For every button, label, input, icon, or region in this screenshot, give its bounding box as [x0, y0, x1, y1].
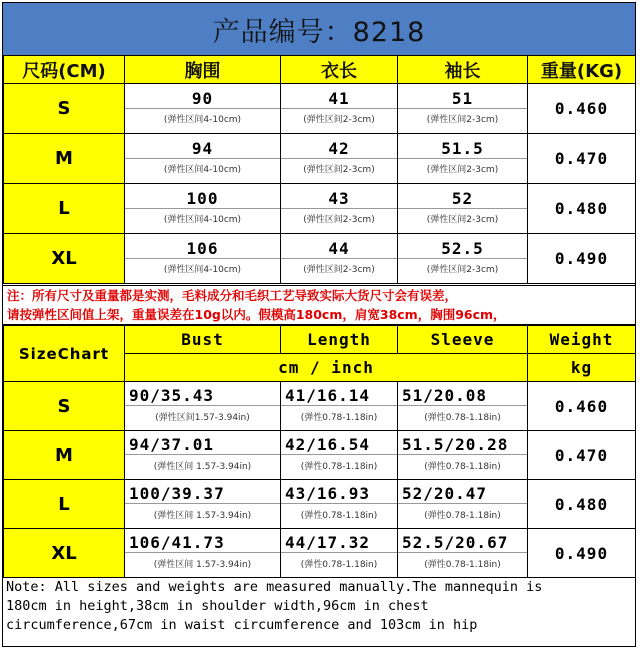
size-label: L: [4, 480, 125, 529]
weight-cell: 0.470: [528, 431, 636, 480]
note-cn: [3, 285, 635, 325]
size-label: L: [4, 184, 125, 234]
sleeve-cell: 52.5 (弹性区间2-3cm): [398, 234, 528, 284]
sleeve-cell: 52/20.47 (弹性0.78-1.18in): [398, 480, 528, 529]
header-length-en: Length: [281, 326, 398, 354]
bust-cell: 94 (弹性区间4-10cm): [125, 134, 281, 184]
bust-cell: 100/39.37 (弹性区间 1.57-3.94in): [125, 480, 281, 529]
note-en: [3, 577, 635, 646]
sleeve-cell: 52.5/20.67 (弹性0.78-1.18in): [398, 529, 528, 578]
note-cn-line2: 请按弹性区间值上架，重量误差在10g以内。假模高180cm，肩宽38cm，胸围96cm，: [7, 307, 506, 322]
weight-cell: 0.480: [528, 184, 636, 234]
bust-cell: 94/37.01 (弹性区间 1.57-3.94in): [125, 431, 281, 480]
table-row: [4, 529, 636, 578]
weight-cell: 0.470: [528, 134, 636, 184]
table-row: [4, 480, 636, 529]
size-label: M: [4, 431, 125, 480]
note-en-line2: 180cm in height,38cm in shoulder width,96cm in chest: [6, 598, 429, 614]
length-cell: 43/16.93 (弹性0.78-1.18in): [281, 480, 398, 529]
weight-cell: 0.460: [528, 84, 636, 134]
bust-cell: 90 (弹性区间4-10cm): [125, 84, 281, 134]
header-bust-en: Bust: [125, 326, 281, 354]
header-size: 尺码(CM): [4, 56, 125, 84]
length-cell: 44 (弹性区间2-3cm): [281, 234, 398, 284]
weight-cell: 0.460: [528, 382, 636, 431]
sleeve-cell: 51/20.08 (弹性0.78-1.18in): [398, 382, 528, 431]
length-cell: 44/17.32 (弹性0.78-1.18in): [281, 529, 398, 578]
size-table-cn: [3, 55, 636, 284]
header-bust: 胸围: [125, 56, 281, 84]
bust-cell: 100 (弹性区间4-10cm): [125, 184, 281, 234]
header-sizechart: SizeChart: [4, 326, 125, 382]
bust-cell: 90/35.43 (弹性区间1.57-3.94in): [125, 382, 281, 431]
header-weight: 重量(KG): [528, 56, 636, 84]
weight-unit: kg: [528, 354, 636, 382]
size-label: XL: [4, 529, 125, 578]
header-weight-en: Weight: [528, 326, 636, 354]
size-label: XL: [4, 234, 125, 284]
sleeve-cell: 51.5 (弹性区间2-3cm): [398, 134, 528, 184]
size-label: M: [4, 134, 125, 184]
sleeve-cell: 51.5/20.28 (弹性0.78-1.18in): [398, 431, 528, 480]
length-cell: 42/16.54 (弹性0.78-1.18in): [281, 431, 398, 480]
weight-cell: 0.490: [528, 234, 636, 284]
header-row-en: [4, 326, 636, 354]
product-title: 产品编号：8218: [3, 3, 635, 56]
size-label: S: [4, 382, 125, 431]
note-en-line1: Note: All sizes and weights are measured manually.The mannequin is: [6, 579, 543, 595]
size-label: S: [4, 84, 125, 134]
bust-cell: 106/41.73 (弹性区间 1.57-3.94in): [125, 529, 281, 578]
note-en-line3: circumference,67cm in waist circumference and 103cm in hip: [6, 617, 478, 633]
table-row: [4, 84, 636, 134]
bust-cell: 106 (弹性区间4-10cm): [125, 234, 281, 284]
header-length: 衣长: [281, 56, 398, 84]
unit-label: cm / inch: [125, 354, 528, 382]
table-row: [4, 382, 636, 431]
weight-cell: 0.490: [528, 529, 636, 578]
length-cell: 42 (弹性区间2-3cm): [281, 134, 398, 184]
table-row: [4, 134, 636, 184]
table-row: [4, 234, 636, 284]
size-table-en: [3, 325, 636, 578]
size-chart-sheet: [2, 2, 636, 647]
table-row: [4, 431, 636, 480]
note-cn-line1: 注：所有尺寸及重量都是实测，毛料成分和毛织工艺导致实际大货尺寸会有误差，: [7, 288, 458, 303]
length-cell: 41 (弹性区间2-3cm): [281, 84, 398, 134]
sleeve-cell: 51 (弹性区间2-3cm): [398, 84, 528, 134]
sleeve-cell: 52 (弹性区间2-3cm): [398, 184, 528, 234]
table-row: [4, 184, 636, 234]
header-sleeve: 袖长: [398, 56, 528, 84]
length-cell: 43 (弹性区间2-3cm): [281, 184, 398, 234]
header-sleeve-en: Sleeve: [398, 326, 528, 354]
weight-cell: 0.480: [528, 480, 636, 529]
header-row-cn: [4, 56, 636, 84]
length-cell: 41/16.14 (弹性0.78-1.18in): [281, 382, 398, 431]
